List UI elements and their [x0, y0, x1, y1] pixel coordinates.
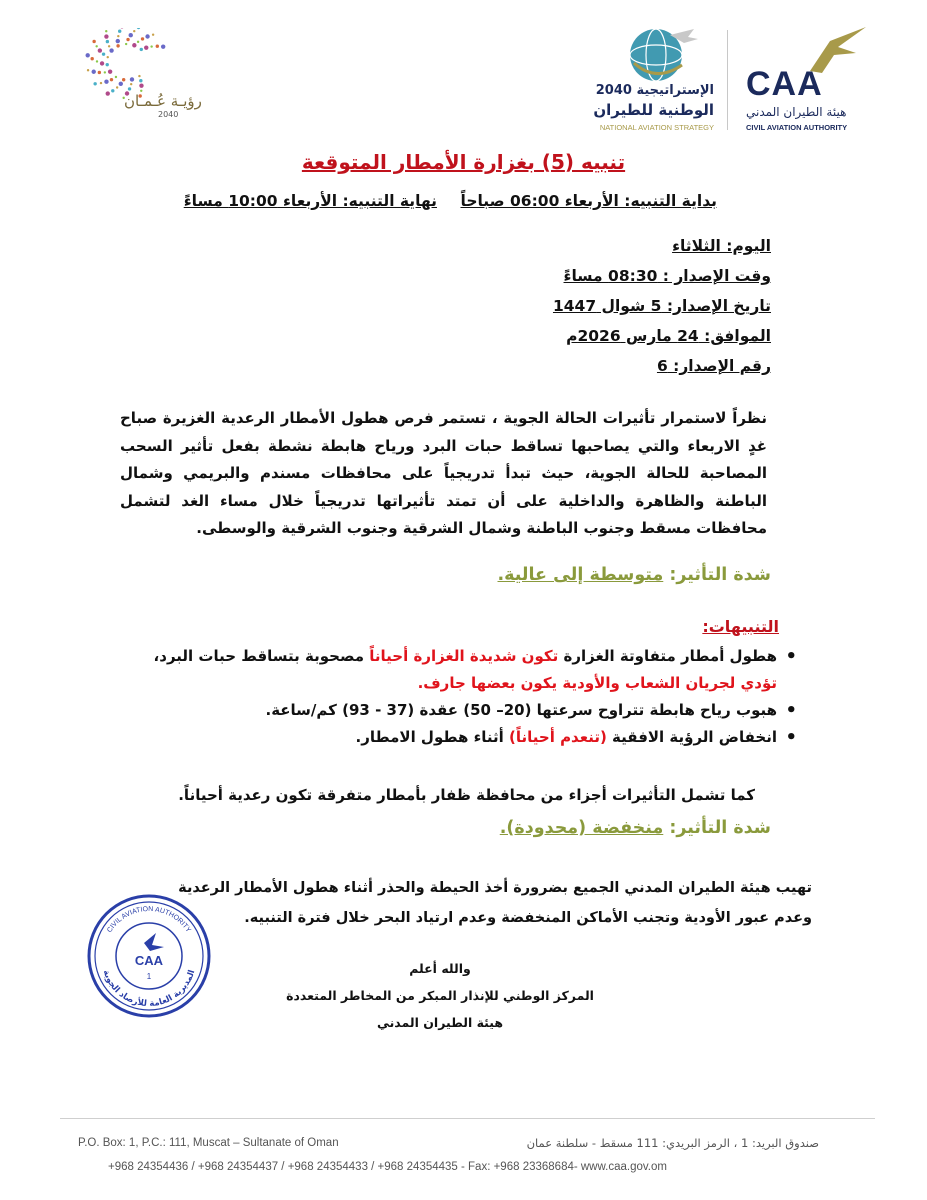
vision-dot	[137, 28, 140, 29]
caa-acronym: CAA	[746, 65, 823, 103]
vision-dot	[109, 48, 113, 52]
vision-dot	[111, 89, 114, 92]
signature-center: المركز الوطني للإنذار المبكر من المخاطر المتعددة	[286, 988, 594, 1003]
issue-number: رقم الإصدار: 6	[656, 357, 771, 375]
vision-dot	[96, 60, 98, 62]
emphasis-text: تكون شديدة الغزارة أحياناً	[369, 647, 559, 665]
emphasis-text: (تنعدم أحياناً)	[509, 728, 607, 746]
signature-block	[250, 955, 630, 1036]
severity-label: شدة التأثير:	[669, 565, 771, 585]
vision-year: 2040	[158, 110, 179, 119]
vision-dot	[116, 39, 120, 43]
vision-dot	[100, 61, 104, 65]
vision-dot	[140, 48, 143, 51]
vision-dot	[115, 76, 117, 78]
vision-dot	[141, 37, 144, 40]
svg-text:CIVIL AVIATION AUTHORITY: CIVIL AVIATION AUTHORITY	[106, 905, 192, 934]
official-stamp	[86, 893, 212, 1019]
vision-dot	[90, 57, 93, 60]
vision-dot	[144, 45, 148, 49]
vision-dot	[119, 82, 123, 86]
issue-date-gregorian: الموافق: 24 مارس 2026م	[566, 327, 771, 345]
issue-date-hijri: تاريخ الإصدار: 5 شوال 1447	[552, 297, 771, 315]
list-item: • هطول أمطار متفاوتة الغزارة تكون شديدة الغزارة أحياناً مصحوبة بتساقط حبات البرد، تؤدي لجريان الشعاب والأودية يكون بعضها جارف.	[97, 643, 777, 697]
footer-divider	[60, 1118, 875, 1119]
footer-address-en: P.O. Box: 1, P.C.: 111, Muscat – Sultanate of Oman	[78, 1137, 339, 1149]
vision-dot	[98, 71, 101, 74]
advisory-line-2: وعدم عبور الأودية وتجنب الأماكن المنخفضة وعدم ارتياد البحر خلال فترة التنبيه.	[244, 910, 812, 926]
vision-dot	[86, 53, 90, 57]
svg-text:CAA: CAA	[134, 953, 164, 968]
aviation-strategy-logo	[593, 25, 716, 135]
caa-logo	[738, 25, 868, 135]
svg-text:1: 1	[146, 972, 152, 981]
vision-dot	[106, 40, 109, 43]
vision-dot	[129, 33, 133, 37]
vision-dot	[93, 82, 96, 85]
alert-end: نهاية التنبيه: الأربعاء 10:00 مساءً	[183, 192, 437, 210]
vision-arabic: رؤيـة عُـمـان	[124, 92, 202, 110]
footer-contacts: +968 24354436 / +968 24354437 / +968 24354433 / +968 24354435 - Fax: +968 23368684- www.caa.gov.om	[108, 1161, 667, 1173]
vision-dot	[152, 34, 154, 36]
severity-value: متوسطة إلى عالية.	[497, 565, 664, 585]
severity-low	[500, 818, 771, 838]
vision-dot	[106, 63, 109, 66]
footer-address-ar: صندوق البريد: 1 ، الرمز البريدي: 111 مسقط - سلطنة عمان	[526, 1136, 819, 1150]
vision-dot	[116, 86, 118, 88]
vision-dot	[98, 48, 102, 52]
vision-dot	[137, 41, 139, 43]
caa-arabic: هيئة الطيران المدني	[746, 105, 847, 119]
dhofar-note: كما تشمل التأثيرات أجزاء من محافظة ظفار بأمطار متفرقة تكون رعدية أحياناً.	[178, 786, 755, 804]
logo-divider	[727, 30, 728, 130]
vision-dot	[87, 69, 89, 71]
vision-dot	[105, 30, 107, 32]
signature-authority: هيئة الطيران المدني	[376, 1015, 504, 1030]
vision-dot	[126, 38, 129, 41]
vision-dot	[139, 79, 142, 82]
list-item: • هبوب رياح هابطة تتراوح سرعتها (20– 50) عقدة (37 - 93) كم/ساعة.	[97, 697, 777, 724]
vision-dot	[108, 69, 112, 73]
list-item: • انخفاض الرؤية الافقية (تنعدم أحياناً) أثناء هطول الامطار.	[97, 724, 777, 751]
emphasis-text: تؤدي لجريان الشعاب والأودية يكون بعضها جارف.	[417, 674, 777, 692]
forecast-paragraph: نظراً لاستمرار تأثيرات الحالة الجوية ، تستمر فرص هطول الأمطار الرعدية الغزيرة صباح غدٍ الاربعاء والتي يصاحبها تساقط حبات البرد ورياح هابطة نشطة بفعل تأثير السحب المصاحبة للحالة الجوية، حيث تبدأ تدريجياً على محافظات مسندم والبريمي وشمال الباطنة والظاهرة والداخلية على أن تمتد تأثيراتها تدريجياً خلال مساء الغد لتشمل محافظات مسقط وجنوب الباطنة وشمال الشرقية وجنوب الشرقية والوسطى.	[120, 409, 767, 537]
vision-dot	[104, 34, 108, 38]
issue-time: وقت الإصدار : 08:30 مساءً	[563, 267, 771, 285]
vision-dot	[106, 91, 110, 95]
vision-dot	[150, 45, 152, 47]
closing-text: والله أعلم	[409, 961, 471, 976]
svg-text:المديرية العامة للأرصاد الجوية: المديرية العامة للأرصاد الجوية	[100, 968, 198, 1010]
vision-dot	[102, 52, 105, 55]
vision-dot	[104, 79, 108, 83]
vision-dot	[130, 77, 134, 81]
seal-icon	[86, 893, 212, 1019]
vision-dot	[161, 44, 165, 48]
vision-dot	[118, 29, 121, 32]
globe-plane-icon	[598, 25, 716, 85]
vision-dot	[156, 45, 159, 48]
warnings-heading: التنبيهات:	[702, 617, 779, 636]
issue-day: اليوم: الثلاثاء	[672, 237, 771, 255]
vision-dot	[125, 43, 127, 45]
advisory-line-1: تهيب هيئة الطيران المدني الجميع بضرورة أخذ الحيطة والحذر أثناء هطول الأمطار الرعدية	[178, 880, 812, 896]
vision-dot	[122, 78, 125, 81]
vision-dot	[139, 83, 143, 87]
oman-vision-logo	[62, 28, 202, 128]
vision-dot	[104, 71, 106, 73]
vision-dot	[95, 45, 97, 47]
strategy-arabic-2: الوطنية للطيران	[593, 101, 714, 119]
vision-dot	[138, 75, 140, 77]
severity-label: شدة التأثير:	[669, 818, 771, 838]
vision-dot	[117, 35, 119, 37]
vision-dot	[133, 30, 135, 32]
vision-dot	[92, 40, 95, 43]
document-title: تنبيه (5) بغزارة الأمطار المتوقعة	[301, 150, 626, 174]
vision-dot	[128, 87, 131, 90]
vision-dot	[110, 78, 113, 81]
severity-value: منخفضة (محدودة).	[499, 818, 664, 838]
vision-dot	[100, 82, 102, 84]
vision-dot	[108, 45, 110, 47]
vision-dot	[130, 83, 132, 85]
vision-dot	[92, 70, 96, 74]
alert-start: بداية التنبيه: الأربعاء 06:00 صباحاً	[460, 192, 717, 210]
vision-dot	[116, 44, 119, 47]
vision-dot	[132, 43, 136, 47]
caa-english: CIVIL AVIATION AUTHORITY	[746, 123, 848, 132]
strategy-arabic-1: الإستراتيجية 2040	[595, 83, 714, 98]
strategy-english: NATIONAL AVIATION STRATEGY	[599, 123, 714, 132]
severity-high	[498, 565, 772, 585]
vision-dot	[145, 34, 149, 38]
vision-dot	[107, 56, 109, 58]
warnings-list	[97, 643, 799, 751]
